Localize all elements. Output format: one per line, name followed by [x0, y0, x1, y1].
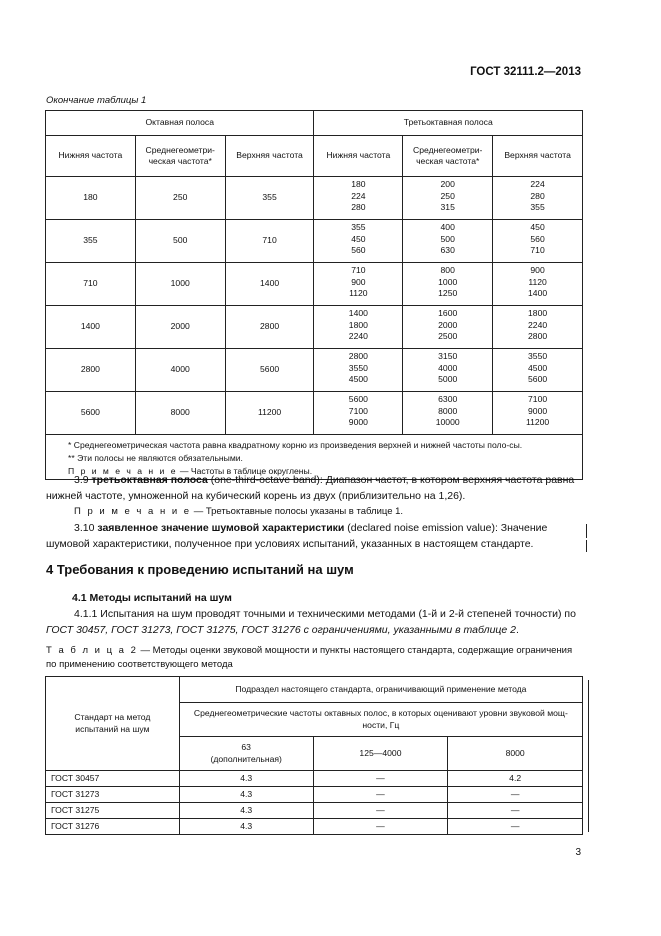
table-cell: 2800 3550 4500 [314, 349, 403, 392]
table-cell: 180 224 280 [314, 177, 403, 220]
table-cell: 4.3 [179, 803, 313, 819]
note-3-9 [46, 504, 582, 520]
table-cell: 7100 9000 11200 [493, 392, 583, 435]
table-cell: ГОСТ 31273 [46, 787, 180, 803]
table-cell: 355 450 560 [314, 220, 403, 263]
table-cell: ГОСТ 31275 [46, 803, 180, 819]
paragraph-4-1-1 [46, 606, 582, 638]
frequency-group-header: Среднегеометрические частоты октавных полос, в которых оценивают уровни звуковой мощ-ности, Гц [179, 703, 582, 737]
table-cell: 2800 [225, 306, 314, 349]
table-cell: 400 500 630 [403, 220, 493, 263]
note-label: П р и м е ч а н и е [68, 465, 178, 476]
table-cell: 180 [46, 177, 136, 220]
subsection-4-1-heading: 4.1 Методы испытаний на шум [72, 592, 232, 604]
standard-references: ГОСТ 30457, ГОСТ 31273, ГОСТ 31275, ГОСТ 31276 с ограничениями, указанными в таблице 2 [46, 624, 517, 636]
subsection-group-header: Подраздел настоящего стандарта, ограничивающий применение метода [179, 677, 582, 703]
table-cell: 1400 1800 2240 [314, 306, 403, 349]
table-cell: 355 [46, 220, 136, 263]
document-id-header: ГОСТ 32111.2—2013 [470, 66, 581, 78]
table-row [46, 220, 583, 263]
table-row [46, 177, 583, 220]
paragraph-text: Испытания на шум проводят точными и техническими методами (1-й и 2-й степеней точности) по [100, 608, 576, 620]
table-cell: 5600 [46, 392, 136, 435]
table-cell: 355 [225, 177, 314, 220]
change-bar [588, 680, 589, 832]
footnote-optional-bands: ** Эти полосы не являются обязательными. [68, 452, 243, 463]
table-cell: 2000 [135, 306, 225, 349]
table-cell: 710 900 1120 [314, 263, 403, 306]
note-text: — Частоты в таблице округлены. [177, 465, 313, 476]
table-row [46, 787, 583, 803]
table-cell: — [448, 787, 583, 803]
table1-column-headers [46, 136, 583, 177]
table-cell: 500 [135, 220, 225, 263]
noise-methods-table [45, 676, 583, 835]
section-number: 4.1.1 [74, 608, 101, 620]
table-cell: 4.2 [448, 771, 583, 787]
table-cell: — [313, 819, 448, 835]
table-cell: 1400 [225, 263, 314, 306]
note-label: П р и м е ч а н и е [74, 506, 192, 517]
change-bar [586, 524, 587, 538]
definition-3-9 [46, 472, 582, 504]
table-cell: ГОСТ 31276 [46, 819, 180, 835]
table-cell: ГОСТ 30457 [46, 771, 180, 787]
octave-group-header: Октавная полоса [46, 111, 314, 136]
term: третьоктавная полоса [91, 474, 208, 486]
table-row [46, 263, 583, 306]
table-cell: 1400 [46, 306, 136, 349]
table-cell: — [313, 803, 448, 819]
table-cell: 900 1120 1400 [493, 263, 583, 306]
paragraph-end: . [516, 624, 519, 636]
table-cell: 710 [46, 263, 136, 306]
table-cell: 3150 4000 5000 [403, 349, 493, 392]
table-row [46, 349, 583, 392]
table-cell: 11200 [225, 392, 314, 435]
table-cell: 200 250 315 [403, 177, 493, 220]
table-cell: 800 1000 1250 [403, 263, 493, 306]
definition-text: (one-third-octave band): Диапазон частот, в котором верхняя частота равна нижней частоте, умноженной на кубический корень из двух (приблизительно на 1,26). [46, 474, 575, 502]
table-cell: 250 [135, 177, 225, 220]
section-4-heading: 4 Требования к проведению испытаний на шум [46, 562, 354, 577]
column-header: Верхняя частота [493, 136, 583, 177]
footnote-geometric-mean: * Среднегеометрическая частота равна квадратному корню из произведения верхней и нижней частоты поло-сы. [68, 440, 523, 450]
column-header: Среднегеометри- ческая частота* [135, 136, 225, 177]
table-row [46, 306, 583, 349]
section-number: 3.10 [74, 522, 98, 534]
table-row [46, 392, 583, 435]
table-cell: 4.3 [179, 771, 313, 787]
table-cell: — [313, 787, 448, 803]
table-cell: 224 280 355 [493, 177, 583, 220]
standard-column-header: Стандарт на метод испытаний на шум [46, 677, 180, 771]
table-cell: — [448, 803, 583, 819]
table-cell: 1800 2240 2800 [493, 306, 583, 349]
definition-text: (declared noise emission value): Значение шумовой характеристики, полученное при условиях испытаний, указанных в настоящем стандарте. [46, 522, 548, 550]
column-header: Среднегеометри- ческая частота* [403, 136, 493, 177]
table2-caption [46, 644, 582, 672]
column-header: 125—4000 [313, 737, 448, 771]
change-bar [586, 540, 587, 552]
table-cell: 4000 [135, 349, 225, 392]
table-row [46, 819, 583, 835]
table-cell: 8000 [135, 392, 225, 435]
table2-label: Т а б л и ц а 2 [46, 645, 138, 656]
column-header: Нижняя частота [46, 136, 136, 177]
table-row [46, 771, 583, 787]
section-number: 3.9 [74, 474, 92, 486]
table-cell: 2800 [46, 349, 136, 392]
column-header: 8000 [448, 737, 583, 771]
table-cell: 3550 4500 5600 [493, 349, 583, 392]
table-row [46, 803, 583, 819]
definition-3-10 [46, 520, 582, 552]
note-text: — Третьоктавные полосы указаны в таблице 1. [191, 506, 404, 517]
term: заявленное значение шумовой характеристики [97, 522, 345, 534]
table-cell: — [448, 819, 583, 835]
table-cell: 4.3 [179, 819, 313, 835]
table-cell: 6300 8000 10000 [403, 392, 493, 435]
table-cell: 450 560 710 [493, 220, 583, 263]
column-header: Верхняя частота [225, 136, 314, 177]
table-cell: — [313, 771, 448, 787]
third-octave-group-header: Третьоктавная полоса [314, 111, 583, 136]
table2-title: — Методы оценки звуковой мощности и пункты настоящего стандарта, содержащие ограничения по применению соответствующего метода [46, 645, 573, 670]
column-header: 63 (дополнительная) [179, 737, 313, 771]
table-cell: 1000 [135, 263, 225, 306]
table1-caption: Окончание таблицы 1 [46, 95, 147, 106]
table-cell: 710 [225, 220, 314, 263]
table-cell: 4.3 [179, 787, 313, 803]
page-number: 3 [575, 847, 581, 858]
table-cell: 1600 2000 2500 [403, 306, 493, 349]
octave-bands-table [45, 110, 583, 480]
table-cell: 5600 7100 9000 [314, 392, 403, 435]
column-header: Нижняя частота [314, 136, 403, 177]
table-cell: 5600 [225, 349, 314, 392]
